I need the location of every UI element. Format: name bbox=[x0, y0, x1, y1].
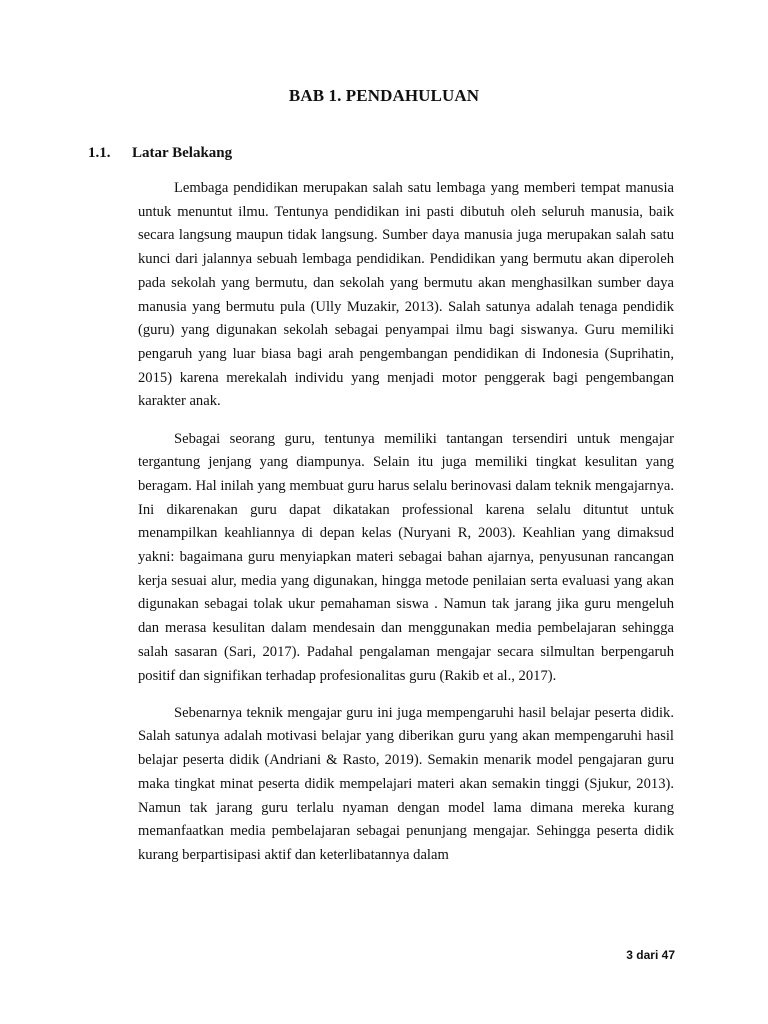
section-heading bbox=[88, 145, 232, 162]
chapter-title: BAB 1. PENDAHULUAN bbox=[288, 86, 480, 105]
body-text bbox=[138, 177, 674, 881]
paragraph-2: Sebagai seorang guru, tentunya memiliki tantangan tersendiri untuk mengajar tergantung jenjang yang diampunya. Selain itu juga memiliki tingkat kesulitan yang beragam. Hal inilah yang membuat guru harus selalu berinovasi dalam teknik mengajarnya. Ini dikarenakan guru dapat dikatakan professional karena selalu dituntut untuk menampilkan keahliannya di depan kelas (Nuryani R, 2003). Keahlian yang dimaksud yakni: bagaimana guru menyiapkan materi sebagai bahan ajarnya, penyusunan rancangan kerja sesuai alur, media yang digunakan, hingga metode penilaian serta evaluasi yang akan digunakan sebagai tolak ukur pemahaman siswa . Namun tak jarang jika guru mengeluh dan merasa kesulitan dalam mendesain dan menggunakan media pembelajaran sehingga salah sasaran (Sari, 2017). Padahal pengalaman mengajar secara silmultan berpengaruh positif dan signifikan terhadap profesionalitas guru (Rakib et al., 2017). bbox=[138, 430, 674, 684]
section-title: Latar Belakang bbox=[132, 145, 233, 161]
paragraph-1: Lembaga pendidikan merupakan salah satu lembaga yang memberi tempat manusia untuk menuntut ilmu. Tentunya pendidikan ini pasti dibutuh oleh seluruh manusia, baik secara langsung maupun tidak langsung. Sumber daya manusia juga merupakan salah satu kunci dari jalannya sebuah lembaga pendidikan. Pendidikan yang bermutu akan diperoleh pada sekolah yang bermutu, dan sekolah yang bermutu akan menghasilkan sumber daya manusia yang bermutu pula (Ully Muzakir, 2013). Salah satunya adalah tenaga pendidik (guru) yang digunakan sekolah sebagai penyampai ilmu bagi siswanya. Guru memiliki pengaruh yang luar biasa bagi arah pengembangan pendidikan di Indonesia (Suprihatin, 2015) karena merekalah individu yang menjadi motor penggerak bagi pengembangan karakter anak. bbox=[138, 180, 674, 410]
page-number: 3 dari 47 bbox=[626, 948, 675, 962]
paragraph-3: Sebenarnya teknik mengajar guru ini juga mempengaruhi hasil belajar peserta didik. Salah satunya adalah motivasi belajar yang diberikan guru yang akan mempengaruhi hasil belajar peserta didik (Andriani & Rasto, 2019). Semakin menarik model pengajaran guru maka tingkat minat peserta didik mempelajari materi akan semakin tinggi (Sjukur, 2013). Namun tak jarang guru terlalu nyaman dengan model lama dimana mereka kurang memanfaatkan media pembelajaran sebagai penunjang mengajar. Sehingga peserta didik kurang berpartisipasi aktif dan keterlibatannya dalam bbox=[138, 704, 674, 863]
section-number: 1.1. bbox=[88, 145, 111, 161]
